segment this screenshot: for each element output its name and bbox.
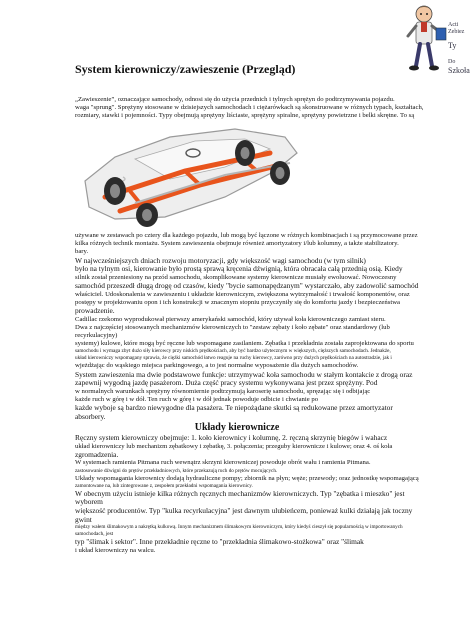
wheel <box>136 203 158 227</box>
text-line: kilka różnych technik montażu. System zawieszenia obejmuje również amortyzatory i/lub kolumny, a także stabilizatory. <box>75 240 399 248</box>
text-line: W obecnym użyciu istnieje kilka różnych ręcznych mechanizmów kierowniczych. Typ "zębatka i mieszko" jest wyborem <box>75 488 405 507</box>
chassis-suspension-illustration <box>75 119 305 229</box>
text-line: rozmiary, stawki i pojemności. Typy obejmują sprężyny liściaste, sprężyny spiralne, sprężyny powietrzne i belki skrętne. To są <box>75 112 415 120</box>
text-line: waga "sprung". Sprężyny stosowane w dzisiejszych samochodach i ciężarówkach są skonstruowane w różnych typach, kształtach, <box>75 104 424 112</box>
logo-text-line: Zebiez <box>448 29 465 35</box>
school-logo <box>400 2 470 74</box>
text-line: większość producentów. Typ "kulka recyrkulacyjna" jest dawnym ulubieńcem, ponieważ kulki działają jak toczny gwint <box>75 505 413 524</box>
section-title: Układy kierownicze <box>194 422 280 433</box>
text-line: Ręczny system kierowniczy obejmuje: 1. koło kierownicy i kolumnę, 2. ręczną skrzynię biegów i wahacz <box>75 433 388 442</box>
text-line: zgromadzenia. <box>75 449 119 459</box>
page-title: System kierowniczy/zawieszenie (Przegląd) <box>75 62 296 76</box>
text-line: systemy) kulowe, które mogą być ręczne lub wspomagane zasilaniem. Zębatka i przekładnia została zaprojektowana do sportu <box>75 340 414 348</box>
text-line: Układy wspomagania kierownicy dodają hydrauliczne pompy; zbiornik na płyn; węże; przewody; oraz jednostkę wspomagającą <box>75 474 419 482</box>
text-line: W systemach ramienia Pitmana ruch wewnątrz skrzyni kierowniczej powoduje obrót wału i ramienia Pitmana. <box>75 459 371 467</box>
wheel <box>270 161 290 185</box>
text-line: zastosowanie dźwigni do prętów przekładniowych, które przekazują ruch do prętów mocujących. <box>75 467 278 474</box>
text-line: między wałem ślimakowym a nakrętką kulkową. Innym mechanizmem ślimakowym kierowniczym, który kiedyś cieszył się popularnością w importowanych samochodach, jest <box>75 524 403 538</box>
text-line: każde ruch w górę i w dół. Ten ruch w górę i w dół jednak powoduje odbicie i chwianie po <box>75 396 319 403</box>
body-text <box>75 232 431 421</box>
text-line: absorbery. <box>75 411 106 421</box>
text-line: właściciel. Udoskonalenia w zawieszeniu i układzie kierowniczym, zwiększona wytrzymałość i trwałość komponentów, oraz <box>75 290 410 298</box>
text-line: każde wyboje są bardzo niewygodne dla pasażera. Te niepożądane skutki są redukowane przez amortyzator <box>75 403 393 413</box>
text-line: Dwa z najczęściej stosowanych mechanizmów kierowniczych to "zestaw zębaty i koło zębate" oraz standardowy (lub recyrkulacyjny) <box>75 323 390 339</box>
text-line: „Zawieszenie”, oznaczające samochody, odnosi się do użycia przednich i tylnych sprężyn do podtrzymywania pojazdu. <box>75 96 395 103</box>
steering-section-text <box>75 434 431 555</box>
text-line: zapewnij wygodną jazdę pasażerom. Duża część pracy systemu wykonywana jest przez sprężyny. Pod <box>75 378 378 388</box>
text-line: typ "ślimak i sektor". Inne przekładnie ręczne to "przekładnia ślimakowo-stożkowa" oraz "ślimak <box>75 537 364 547</box>
text-line: układ kierowniczy wspomagany sprawia, że ciężki samochód łatwo reaguje na ruchy kierowcy, zarówno przy dużych prędkościach na autostradzie, jak i <box>75 355 392 362</box>
logo-text-line: Acti <box>448 22 459 28</box>
text-line: w normalnych warunkach sprężyny równomiernie podtrzymują karoserię samochodu, spręzając się i odbijając <box>75 387 371 395</box>
intro-paragraph <box>75 96 431 121</box>
text-line: samochód przeszedł długą drogę od czasów, kiedy "bycie samonapędzanym" wystarczało, aby zadowolić samochód <box>75 281 419 290</box>
logo-text-line: Do <box>448 59 456 65</box>
text-line: samochodu i wymaga zbyt dużo siły kierowcy przy niskich prędkościach, aby być bardzo użytecznym w większych, cięższych samochodach. Jednakże, <box>75 348 391 355</box>
text-line: zamontowane na, lub zintegrowane z, zespołem przekładni wspomagania kierownicy. <box>75 482 253 489</box>
wheel <box>104 177 126 205</box>
text-line: układ kierowniczy lub mechanizm zębatkowy i zębatkę, 3. połączenia; przeguby kierownicze i kulowe; oraz 4. oś koła <box>75 442 393 450</box>
text-line: było na tylnym osi, kierowanie było prostą sprawą kręcenia dźwignią, która obracała całą przednią osią. Kiedy <box>75 264 403 274</box>
logo-text-line: Szkoła <box>448 66 470 75</box>
text-line: System zawieszenia ma dwie podstawowe funkcje: utrzymywać koła samochodu w stałym kontakcie z drogą oraz <box>75 369 413 379</box>
text-line: używane w zestawach po cztery dla każdego pojazdu, lub mogą być łączone w różnych kombinacjach i są przymocowane przez <box>75 232 418 239</box>
wheel <box>235 140 255 166</box>
text-line: silnik został przeniesiony na przód samochodu, skomplikowane systemy kierownicze musiały ewoluować. Nowoczesny <box>75 273 397 281</box>
text-line: wjeżdżając do wąskiego miejsca parkingowego, a to jest normalne wyposażenie dla dużych samochodów. <box>75 362 359 370</box>
text-line: postępy w projektowaniu opon i ich konstrukcji w znacznym stopniu przyczyniły się do komfortu jazdy i bezpieczeństwa <box>75 298 401 306</box>
text-line: prowadzenie. <box>75 306 115 315</box>
text-line: W najwcześniejszych dniach rozwoju motoryzacji, gdy większość wagi samochodu (w tym silnik) <box>75 255 366 265</box>
text-line: i układ kierowniczy na walcu. <box>75 546 156 554</box>
cartoon-student-icon <box>400 2 448 74</box>
text-line: bary. <box>75 248 89 256</box>
logo-text-line: Ty <box>448 41 457 50</box>
text-line: Cadillac rzekomo wyprodukował pierwszy amerykański samochód, który używał koła kierowniczego zamiast steru. <box>75 315 386 323</box>
